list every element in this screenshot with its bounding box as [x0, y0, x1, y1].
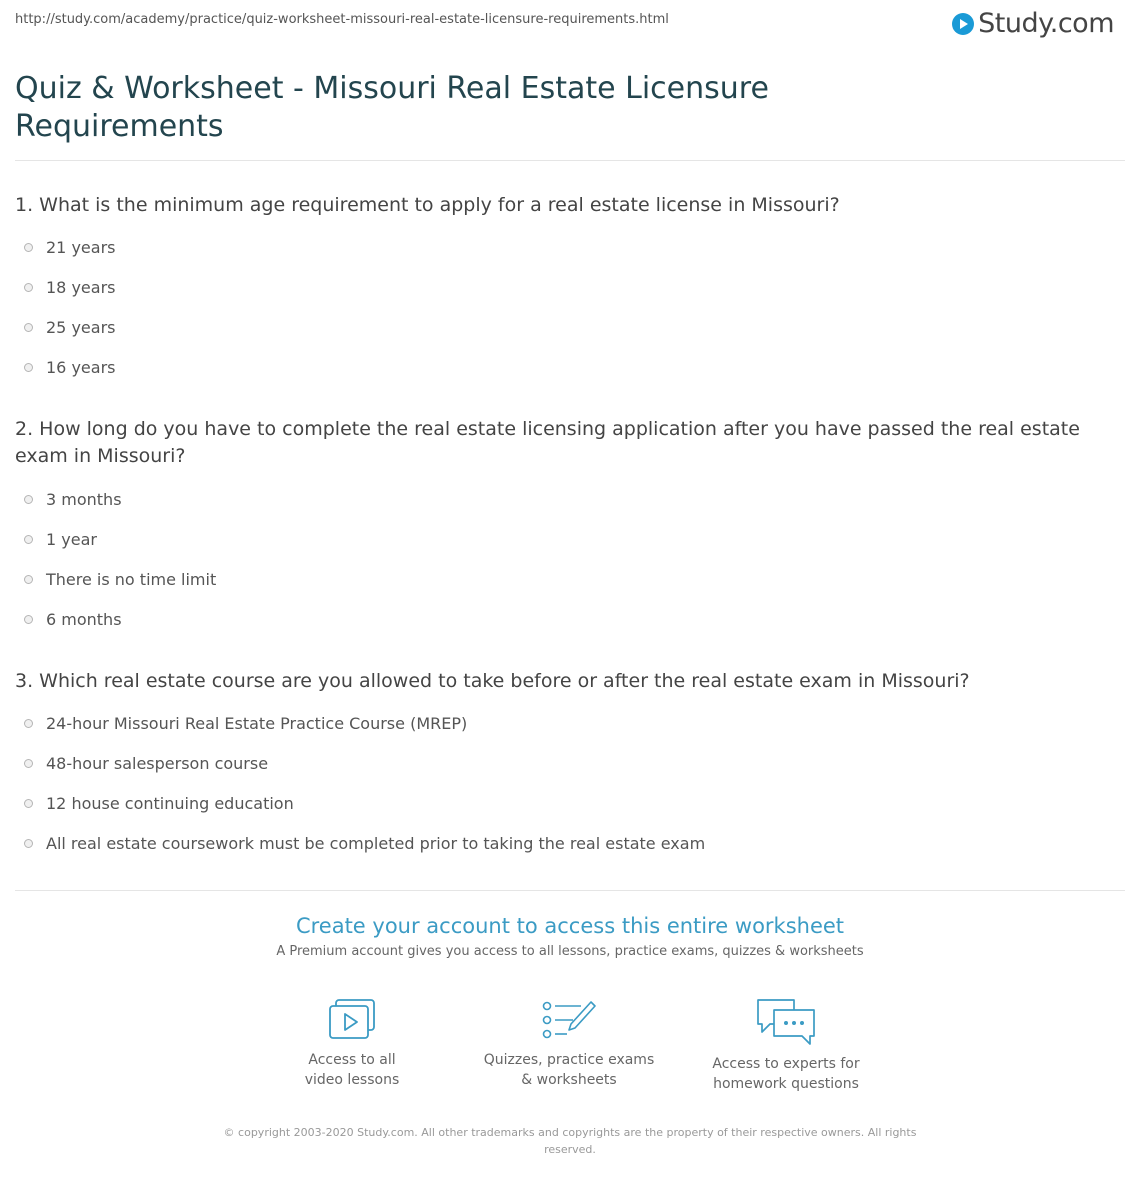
video-lessons-icon [326, 998, 378, 1042]
option-label: 1 year [46, 529, 97, 549]
q3-option-4[interactable] [24, 833, 705, 853]
radio-button[interactable] [24, 243, 33, 252]
q1-option-2[interactable] [24, 277, 115, 297]
title-divider [15, 160, 1125, 161]
feature-experts [686, 998, 886, 1094]
option-label: There is no time limit [46, 569, 217, 589]
feature-quizzes [469, 998, 669, 1090]
chat-bubbles-icon [754, 998, 818, 1046]
feature-line-1: Access to experts for [712, 1056, 860, 1072]
option-label: 6 months [46, 609, 122, 629]
play-icon [952, 13, 974, 35]
radio-button[interactable] [24, 575, 33, 584]
feature-line-2: video lessons [304, 1072, 400, 1088]
radio-button[interactable] [24, 363, 33, 372]
q2-option-3[interactable] [24, 569, 216, 589]
option-label: All real estate coursework must be completed prior to taking the real estate exam [46, 833, 706, 853]
premium-description: A Premium account gives you access to all lessons, practice exams, quizzes & worksheets [276, 944, 864, 959]
create-account-link[interactable]: Create your account to access this entire worksheet [295, 914, 845, 938]
option-label: 25 years [46, 317, 116, 337]
feature-line-2: & worksheets [521, 1072, 617, 1088]
radio-button[interactable] [24, 323, 33, 332]
radio-button[interactable] [24, 615, 33, 624]
option-label: 3 months [46, 489, 122, 509]
feature-line-1: Quizzes, practice exams [483, 1052, 655, 1068]
q1-option-4[interactable] [24, 357, 115, 377]
radio-button[interactable] [24, 495, 33, 504]
logo-text: Study.com [978, 8, 1114, 39]
option-label: 12 house continuing education [46, 793, 294, 813]
copyright-notice: © copyright 2003-2020 Study.com. All other trademarks and copyrights are the property of their respective owners. All rights reserved. [223, 1126, 917, 1156]
q3-option-1[interactable] [24, 713, 467, 733]
q3-option-3[interactable] [24, 793, 294, 813]
feature-line-1: Access to all [308, 1052, 396, 1068]
question-3: 3. Which real estate course are you allowed to take before or after the real estate exam in Missouri? [15, 670, 970, 692]
radio-button[interactable] [24, 759, 33, 768]
q2-option-1[interactable] [24, 489, 122, 509]
option-label: 48-hour salesperson course [46, 753, 269, 773]
q2-option-2[interactable] [24, 529, 97, 549]
radio-button[interactable] [24, 719, 33, 728]
radio-button[interactable] [24, 283, 33, 292]
option-label: 16 years [46, 357, 116, 377]
q3-option-2[interactable] [24, 753, 268, 773]
quiz-list-icon [541, 998, 597, 1042]
option-label: 24-hour Missouri Real Estate Practice Course (MREP) [46, 713, 468, 733]
radio-button[interactable] [24, 799, 33, 808]
feature-line-2: homework questions [713, 1076, 859, 1092]
questions-divider [15, 890, 1125, 891]
question-1: 1. What is the minimum age requirement to apply for a real estate license in Missouri? [15, 194, 840, 216]
radio-button[interactable] [24, 839, 33, 848]
page-url: http://study.com/academy/practice/quiz-worksheet-missouri-real-estate-licensure-requirements.html [15, 12, 669, 27]
option-label: 18 years [46, 277, 116, 297]
question-2: 2. How long do you have to complete the real estate licensing application after you have passed the real estate exam in Missouri? [15, 418, 1080, 467]
radio-button[interactable] [24, 535, 33, 544]
q1-option-1[interactable] [24, 237, 115, 257]
feature-video-lessons [252, 998, 452, 1090]
q2-option-4[interactable] [24, 609, 122, 629]
page-title: Quiz & Worksheet - Missouri Real Estate Licensure Requirements [15, 71, 769, 144]
study-logo[interactable] [952, 8, 1114, 39]
option-label: 21 years [46, 237, 116, 257]
q1-option-3[interactable] [24, 317, 115, 337]
